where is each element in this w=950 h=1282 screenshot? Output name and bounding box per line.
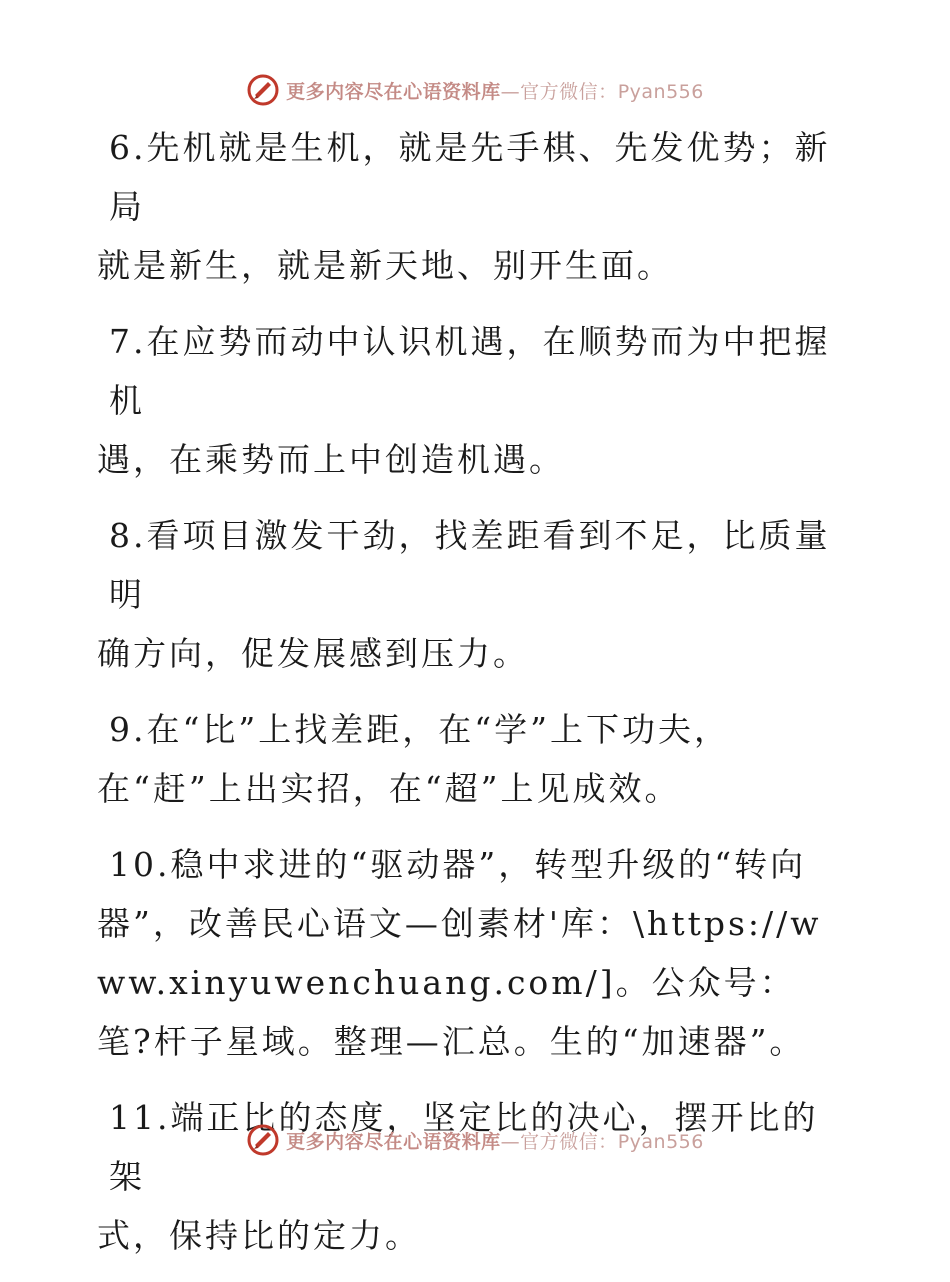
header-account: Pyan556 — [617, 80, 704, 103]
paragraph-9 — [97, 700, 837, 818]
paragraph-first-line: 10.稳中求进的“驱动器”，转型升级的“转向 — [109, 845, 807, 884]
paragraph-8 — [97, 506, 837, 683]
footer-banner-text — [286, 1127, 704, 1154]
pen-logo-icon — [246, 1123, 280, 1157]
header-official-text: 官方微信： — [520, 80, 618, 103]
footer-account: Pyan556 — [617, 1130, 704, 1153]
header-main-text: 更多内容尽在心语资料库 — [286, 80, 501, 103]
footer-banner — [0, 1120, 950, 1160]
header-banner-text — [286, 77, 704, 104]
paragraph-7 — [97, 312, 837, 489]
document-body — [97, 118, 837, 1282]
paragraph-first-line: 8.看项目激发干劲，找差距看到不足，比质量明 — [109, 516, 831, 614]
pen-logo-icon — [246, 73, 280, 107]
paragraph-first-line: 9.在“比”上找差距，在“学”上下功夫， — [109, 710, 730, 749]
header-banner — [0, 70, 950, 110]
footer-main-text: 更多内容尽在心语资料库 — [286, 1130, 501, 1153]
paragraph-continuation: 在“赶”上出实招，在“超”上见成效。 — [97, 769, 681, 808]
footer-separator: — — [500, 1130, 521, 1153]
paragraph-continuation: 遇，在乘势而上中创造机遇。 — [97, 440, 565, 479]
paragraph-continuation: 确方向，促发展感到压力。 — [97, 634, 529, 673]
footer-banner-inner — [246, 1123, 704, 1157]
paragraph-first-line: 7.在应势而动中认识机遇，在顺势而为中把握机 — [109, 322, 831, 420]
paragraph-continuation: 器”，改善民心语文—创素材'库：\https://www.xinyuwenchuang.com/]。公众号：笔?杆子星域。整理—汇总。生的“加速器”。 — [97, 904, 822, 1061]
paragraph-continuation: 式，保持比的定力。 — [97, 1216, 421, 1255]
paragraph-11 — [97, 1088, 837, 1265]
header-separator: — — [500, 80, 521, 103]
paragraph-continuation: 就是新生，就是新天地、别开生面。 — [97, 246, 673, 285]
footer-official-text: 官方微信： — [520, 1130, 618, 1153]
header-banner-inner — [246, 73, 704, 107]
paragraph-first-line: 6.先机就是生机，就是先手棋、先发优势；新局 — [109, 128, 831, 226]
paragraph-first-line: 11.端正比的态度，坚定比的决心，摆开比的架 — [109, 1098, 819, 1196]
paragraph-6 — [97, 118, 837, 295]
paragraph-10 — [97, 835, 837, 1071]
